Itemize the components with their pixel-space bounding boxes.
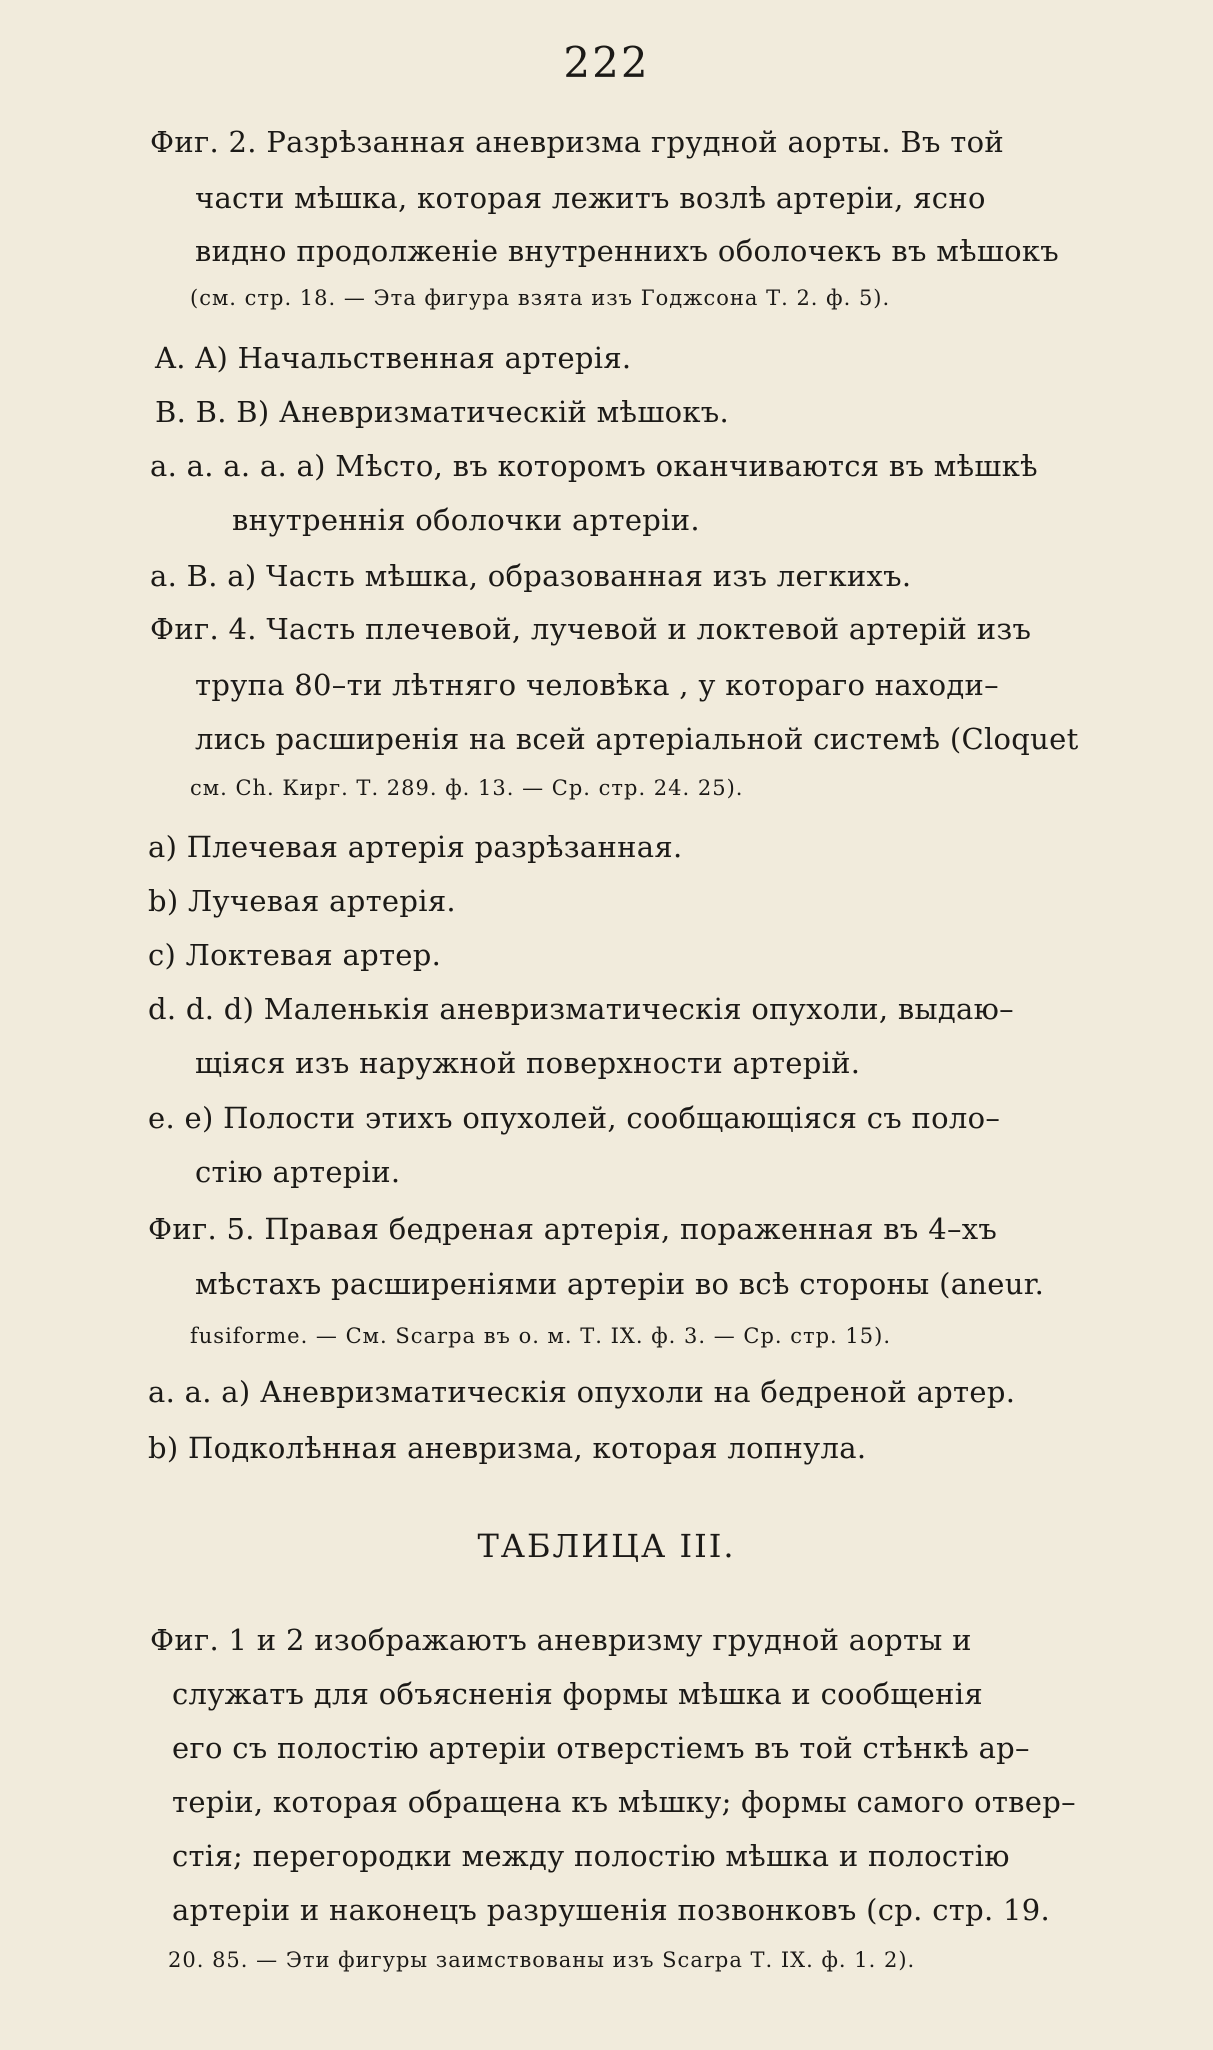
text-line: артеріи и наконецъ разрушенія позвонковъ (ср. стр. 19.	[172, 1893, 1051, 1927]
text-line: b) Подколѣнная аневризма, которая лопнула.	[148, 1431, 867, 1465]
text-line: трупа 80–ти лѣтняго человѣка , у котораго находи–	[195, 668, 999, 702]
text-line: его съ полостію артеріи отверстіемъ въ той стѣнкѣ ар–	[172, 1731, 1030, 1765]
page-number: 222	[563, 38, 650, 87]
text-line: Фиг. 4. Часть плечевой, лучевой и локтевой артерій изъ	[150, 612, 1032, 646]
text-line: a) Плечевая артерія разрѣзанная.	[148, 830, 683, 864]
text-line: Фиг. 5. Правая бедреная артерія, пораженная въ 4–хъ	[148, 1212, 998, 1246]
text-line: служатъ для объясненія формы мѣшка и сообщенія	[172, 1677, 983, 1711]
text-line: A. A) Начальственная артерія.	[155, 341, 632, 375]
text-line: теріи, которая обращена къ мѣшку; формы самого отвер–	[172, 1785, 1076, 1819]
text-line: d. d. d) Маленькія аневризматическія опухоли, выдаю–	[148, 992, 1014, 1026]
table-heading: ТАБЛИЦА III.	[477, 1527, 736, 1565]
text-line: щіяся изъ наружной поверхности артерій.	[195, 1046, 861, 1080]
text-line: внутреннія оболочки артеріи.	[232, 503, 700, 537]
text-line: см. Ch. Кирг. Т. 289. ф. 13. — Ср. стр. 24. 25).	[190, 776, 744, 800]
text-line: части мѣшка, которая лежитъ возлѣ артеріи, ясно	[195, 181, 986, 215]
text-line: B. B. B) Аневризматическій мѣшокъ.	[155, 395, 730, 429]
text-line: e. e) Полости этихъ опухолей, сообщающіяся съ поло–	[148, 1101, 1001, 1135]
text-line: (см. стр. 18. — Эта фигура взята изъ Годжсона Т. 2. ф. 5).	[190, 286, 891, 310]
text-line: a. a. a) Аневризматическія опухоли на бедреной артер.	[148, 1375, 1016, 1409]
text-line: b) Лучевая артерія.	[148, 884, 456, 918]
text-line: fusiforme. — См. Scarpa въ о. м. Т. IX. ф. 3. — Ср. стр. 15).	[190, 1324, 891, 1348]
text-line: c) Локтевая артер.	[148, 938, 442, 972]
text-line: видно продолженіе внутреннихъ оболочекъ въ мѣшокъ	[195, 234, 1060, 268]
text-line: a. a. a. a. a) Мѣсто, въ которомъ оканчиваются въ мѣшкѣ	[150, 449, 1038, 483]
text-line: мѣстахъ расширеніями артеріи во всѣ стороны (aneur.	[195, 1267, 1045, 1301]
text-line: Фиг. 1 и 2 изображаютъ аневризму грудной аорты и	[150, 1623, 972, 1657]
text-line: Фиг. 2. Разрѣзанная аневризма грудной аорты. Въ той	[150, 125, 1005, 159]
text-line: стія; перегородки между полостію мѣшка и полостію	[172, 1839, 1010, 1873]
text-line: лись расширенія на всей артеріальной системѣ (Cloquet	[195, 722, 1079, 756]
text-line: a. B. a) Часть мѣшка, образованная изъ легкихъ.	[150, 559, 912, 593]
text-line: 20. 85. — Эти фигуры заимствованы изъ Scarpa Т. IX. ф. 1. 2).	[168, 1948, 916, 1972]
text-line: стію артеріи.	[195, 1155, 401, 1189]
